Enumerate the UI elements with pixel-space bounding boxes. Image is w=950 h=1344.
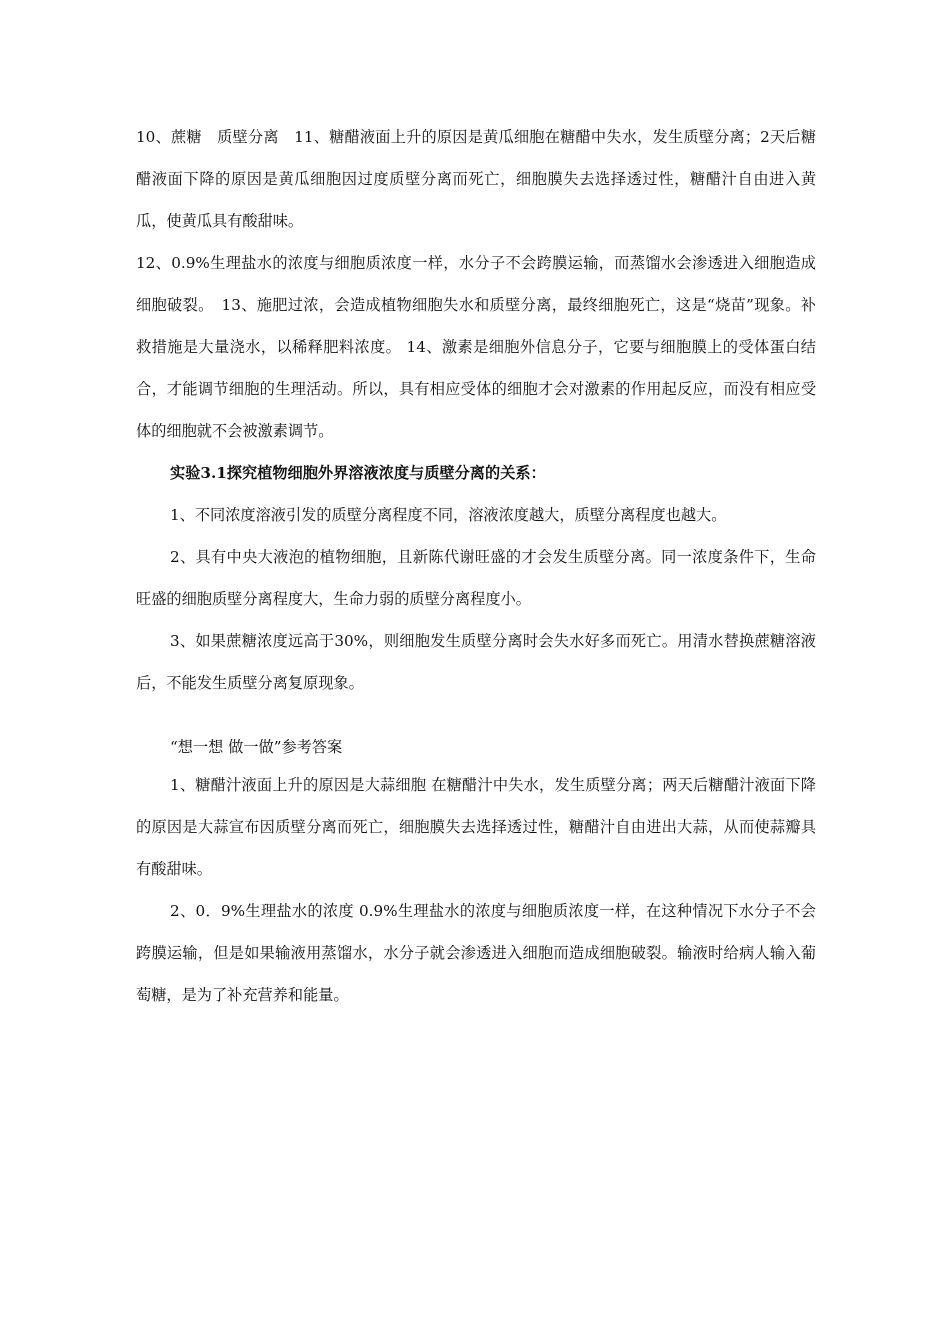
think-do-heading: “想一想 做一做”参考答案 — [170, 738, 343, 756]
paragraph-answers-12-14: 12、0.9%生理盐水的浓度与细胞质浓度一样，水分子不会跨膜运输，而蒸馏水会渗透进入细胞造成细胞破裂。 13、施肥过浓，会造成植物细胞失水和质壁分离，最终细胞死亡，这是“烧苗”现象。补救措施是大量浇水，以稀释肥料浓度。 14、激素是细胞外信息分子，它要与细胞膜上的受体蛋白结合，才能调节细胞的生理活动。所以，具有相应受体的细胞才会对激素的作用起反应，而没有相应受体的细胞就不会被激素调节。 — [136, 254, 816, 440]
paragraph-answers-10-11: 10、蔗糖 质壁分离 11、糖醋液面上升的原因是黄瓜细胞在糖醋中失水，发生质壁分离；2天后糖醋液面下降的原因是黄瓜细胞因过度质壁分离而死亡，细胞膜失去选择透过性，糖醋汁自由进入黄瓜，使黄瓜具有酸甜味。 — [136, 128, 816, 230]
experiment-point-3: 3、如果蔗糖浓度远高于30%，则细胞发生质壁分离时会失水好多而死亡。用清水替换蔗糖溶液后，不能发生质壁分离复原现象。 — [136, 632, 816, 692]
experiment-point-2: 2、具有中央大液泡的植物细胞，且新陈代谢旺盛的才会发生质壁分离。同一浓度条件下，生命旺盛的细胞质壁分离程度大，生命力弱的质壁分离程度小。 — [136, 548, 816, 608]
experiment-point-1: 1、不同浓度溶液引发的质壁分离程度不同，溶液浓度越大，质壁分离程度也越大。 — [170, 506, 727, 524]
experiment-heading: 实验3.1探究植物细胞外界溶液浓度与质壁分离的关系： — [170, 464, 546, 482]
think-do-answer-1: 1、糖醋汁液面上升的原因是大蒜细胞 在糖醋汁中失水，发生质壁分离；两天后糖醋汁液面下降的原因是大蒜宣布因质壁分离而死亡，细胞膜失去选择透过性，糖醋汁自由进出大蒜，从而使蒜瓣具有酸甜味。 — [136, 776, 816, 878]
think-do-answer-2: 2、0．9%生理盐水的浓度 0.9%生理盐水的浓度与细胞质浓度一样，在这种情况下水分子不会跨膜运输，但是如果输液用蒸馏水，水分子就会渗透进入细胞而造成细胞破裂。输液时给病人输入葡萄糖，是为了补充营养和能量。 — [136, 902, 816, 1004]
document-page — [136, 116, 816, 1016]
